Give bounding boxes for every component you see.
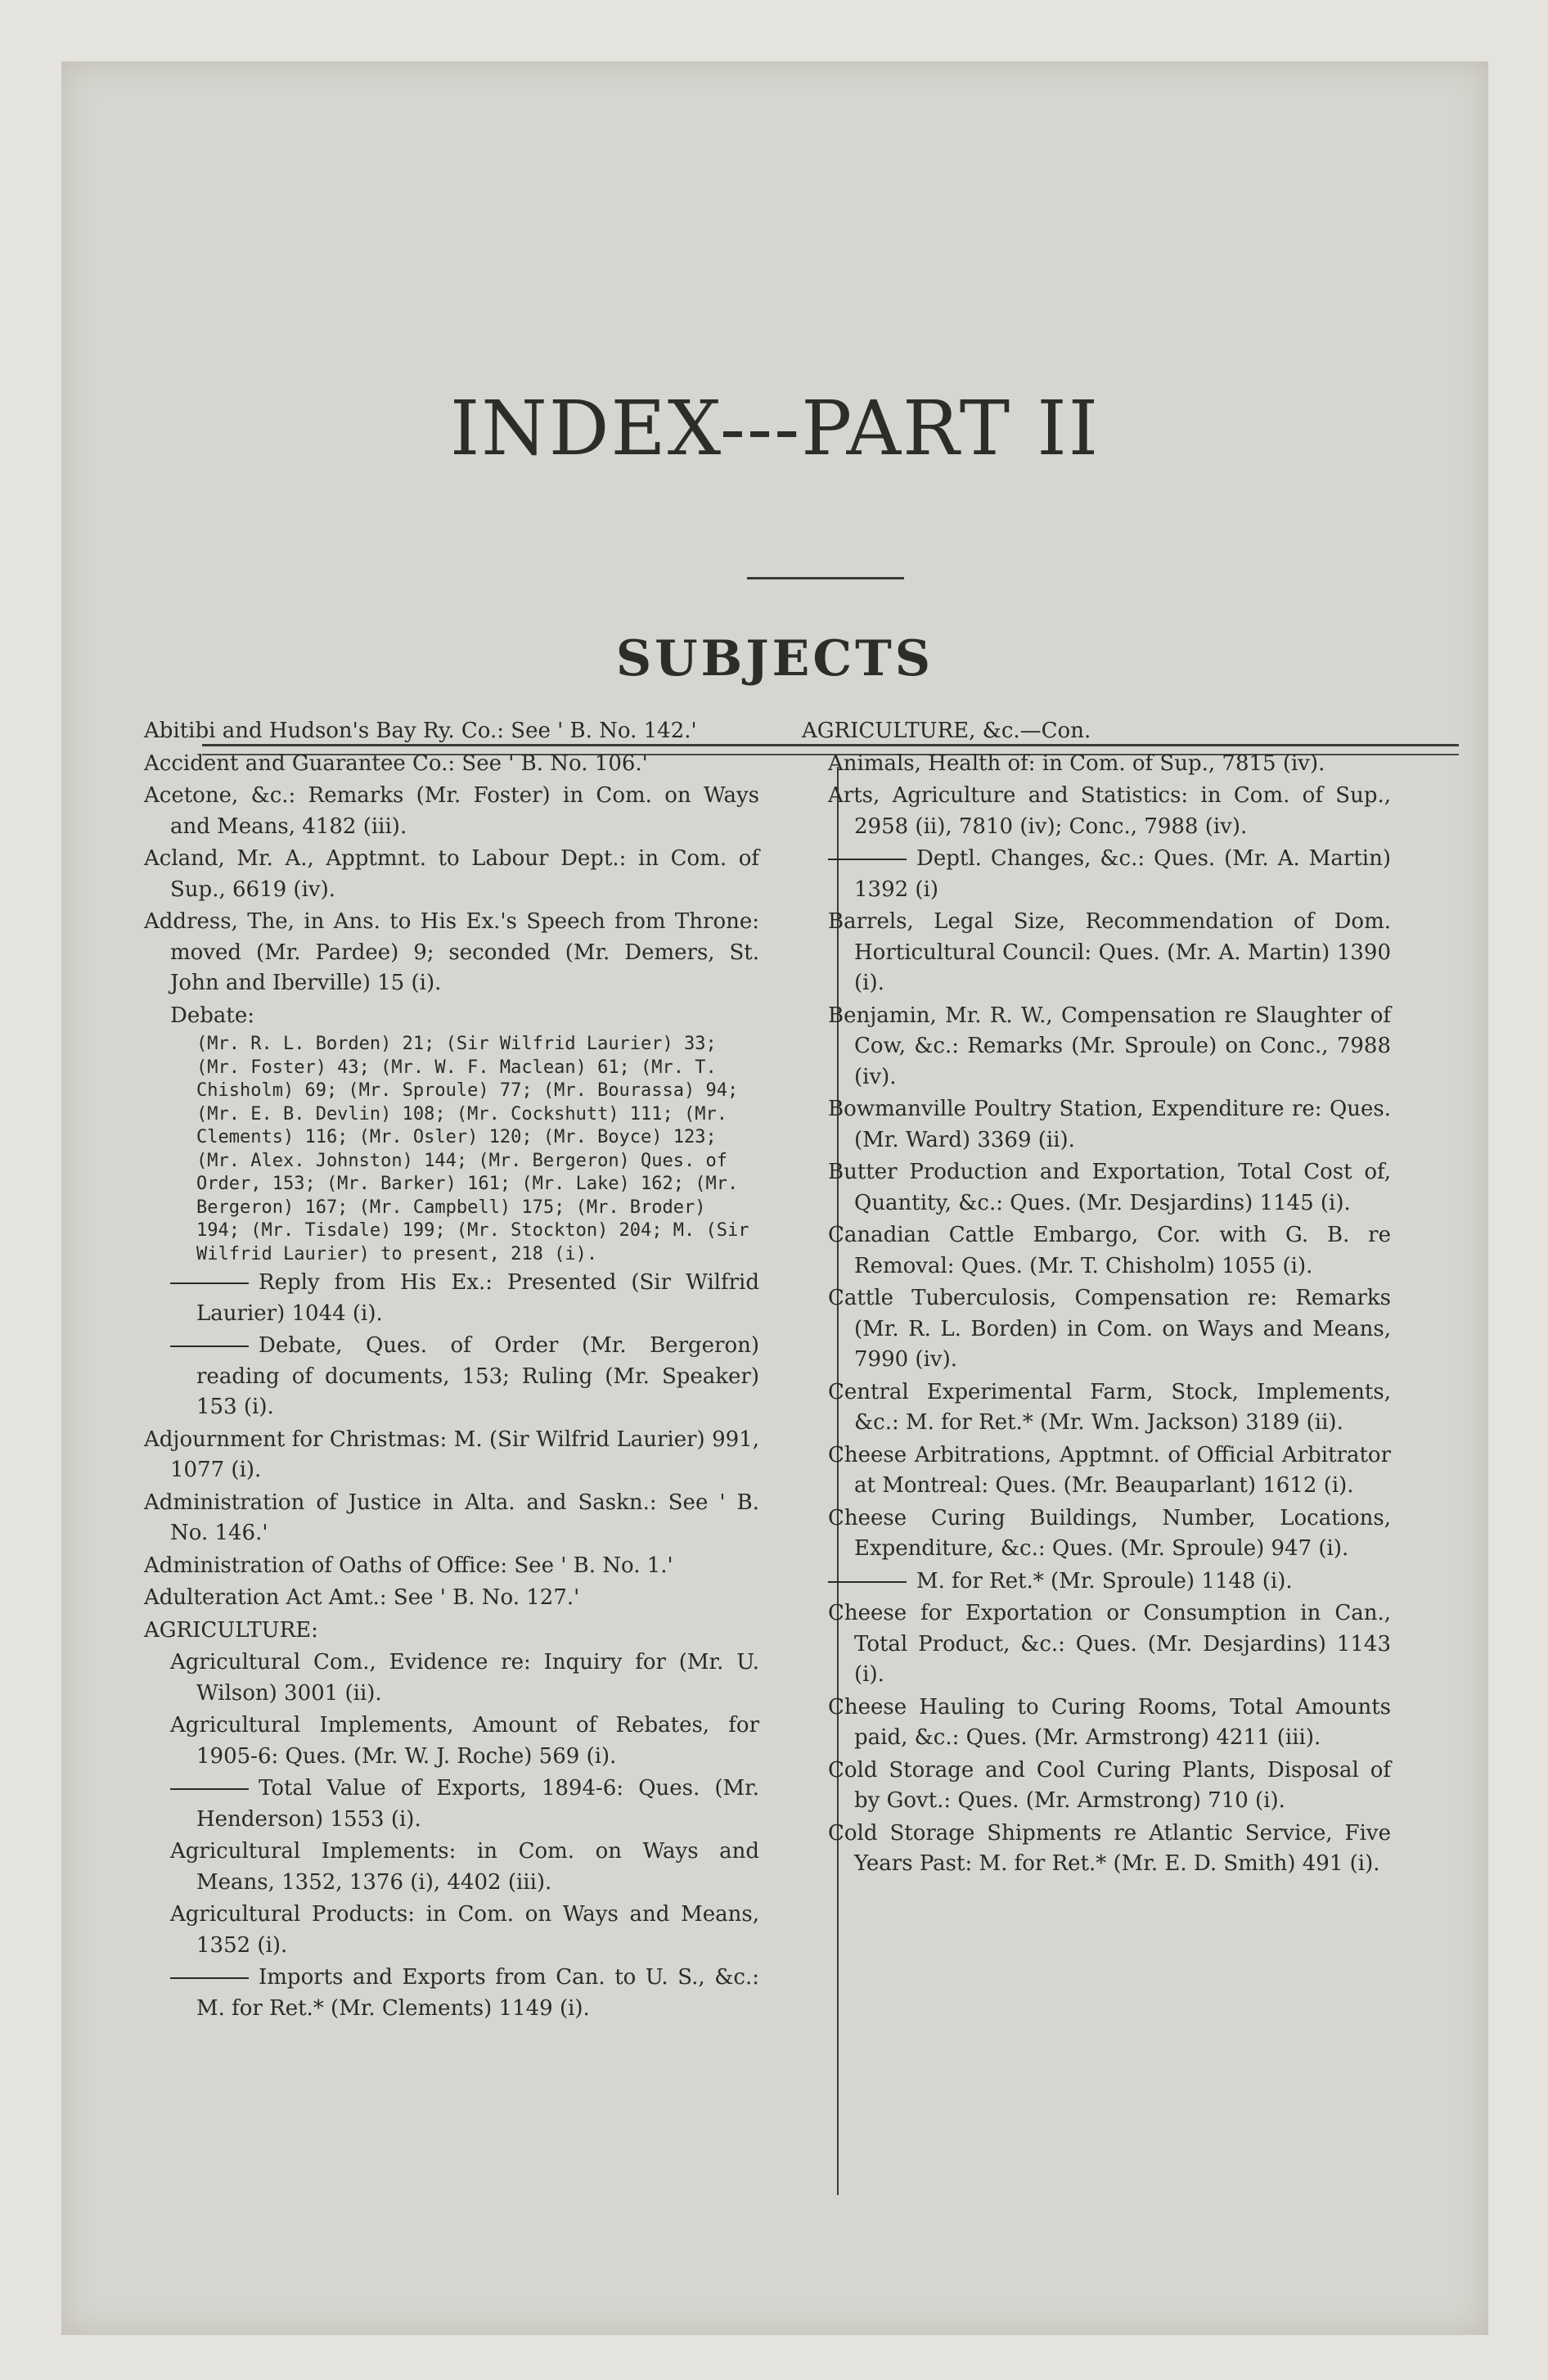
right-column bbox=[802, 716, 1391, 1882]
title-rule bbox=[747, 577, 904, 579]
ditto-dash bbox=[170, 1346, 249, 1347]
index-subentry: Cheese for Exportation or Consumption in Can., Total Product, &c.: Ques. (Mr. Desjardins) 1143 (i). bbox=[828, 1601, 1391, 1687]
ditto-dash bbox=[170, 1788, 249, 1790]
page-title: INDEX---PART II bbox=[449, 385, 1100, 472]
ditto-dash bbox=[170, 1282, 249, 1284]
index-entry: Address, The, in Ans. to His Ex.'s Speech from Throne: moved (Mr. Pardee) 9; seconded (Mr. Demers, St. John and Iberville) 15 (i). bbox=[144, 909, 759, 995]
index-subentry: Cattle Tuberculosis, Compensation re: Remarks (Mr. R. L. Borden) in Com. on Ways and Means, 7990 (iv). bbox=[828, 1286, 1391, 1372]
subsection-heading: Debate: bbox=[170, 1003, 254, 1028]
index-subentry: Cheese Arbitrations, Apptmnt. of Official Arbitrator at Montreal: Ques. (Mr. Beauparlant) 1612 (i). bbox=[828, 1442, 1391, 1498]
index-subentry: Agricultural Products: in Com. on Ways and Means, 1352 (i). bbox=[170, 1902, 759, 1958]
index-entry: Acetone, &c.: Remarks (Mr. Foster) in Com. on Ways and Means, 4182 (iii). bbox=[144, 783, 759, 839]
index-subentry: Agricultural Implements: in Com. on Ways and Means, 1352, 1376 (i), 4402 (iii). bbox=[170, 1839, 759, 1895]
debate-list: (Mr. R. L. Borden) 21; (Sir Wilfrid Laurier) 33; (Mr. Foster) 43; (Mr. W. F. Maclean) 61; (Mr. T. Chisholm) 69; (Mr. Sproule) 77; (Mr. Bourassa) 94; (Mr. E. B. Devlin) 108; (Mr. Cockshutt) 111; (Mr. Clements) 116; (Mr. Osler) 120; (Mr. Boyce) 123; (Mr. Alex. Johnston) 144; (Mr. Bergeron) Ques. of Order, 153; (Mr. Barker) 161; (Mr. Lake) 162; (Mr. Bergeron) 167; (Mr. Campbell) 175; (Mr. Broder) 194; (Mr. Tisdale) 199; (Mr. Stockton) 204; M. (Sir Wilfrid Laurier) to present, 218 (i). bbox=[196, 1034, 749, 1264]
entry-text: Deptl. Changes, &c.: Ques. (Mr. A. Martin) 1392 (i) bbox=[854, 846, 1391, 902]
index-subentry: Bowmanville Poultry Station, Expenditure re: Ques. (Mr. Ward) 3369 (ii). bbox=[828, 1097, 1391, 1152]
index-subentry: Arts, Agriculture and Statistics: in Com. of Sup., 2958 (ii), 7810 (iv); Conc., 7988 (iv). bbox=[828, 783, 1391, 839]
index-subentry: Cheese Hauling to Curing Rooms, Total Amounts paid, &c.: Ques. (Mr. Armstrong) 4211 (iii). bbox=[828, 1694, 1391, 1750]
entry-text: M. for Ret.* (Mr. Sproule) 1148 (i). bbox=[916, 1568, 1293, 1593]
index-subentry: Cheese Curing Buildings, Number, Locations, Expenditure, &c.: Ques. (Mr. Sproule) 947 (i). bbox=[828, 1505, 1391, 1561]
ditto-dash bbox=[170, 1977, 249, 1979]
section-heading: AGRICULTURE: bbox=[144, 1617, 318, 1643]
index-subentry: Canadian Cattle Embargo, Cor. with G. B. re Removal: Ques. (Mr. T. Chisholm) 1055 (i). bbox=[828, 1223, 1391, 1278]
index-entry: Adjournment for Christmas: M. (Sir Wilfrid Laurier) 991, 1077 (i). bbox=[144, 1427, 759, 1482]
ditto-dash bbox=[828, 1581, 907, 1583]
index-entry: Acland, Mr. A., Apptmnt. to Labour Dept.: in Com. of Sup., 6619 (iv). bbox=[144, 846, 759, 902]
index-entry: Accident and Guarantee Co.: See ' B. No. 106.' bbox=[144, 751, 648, 776]
index-subentry: Central Experimental Farm, Stock, Implements, &c.: M. for Ret.* (Mr. Wm. Jackson) 3189 (ii). bbox=[828, 1379, 1391, 1435]
index-subentry: Barrels, Legal Size, Recommendation of Dom. Horticultural Council: Ques. (Mr. A. Martin) 1390 (i). bbox=[828, 909, 1391, 995]
ditto-dash bbox=[828, 859, 907, 860]
entry-text: Reply from His Ex.: Presented (Sir Wilfrid Laurier) 1044 (i). bbox=[196, 1270, 759, 1326]
index-subentry-continued bbox=[170, 1331, 759, 1423]
index-entry: Administration of Oaths of Office: See ' B. No. 1.' bbox=[144, 1553, 673, 1578]
left-column bbox=[144, 716, 759, 2026]
page-subtitle: SUBJECTS bbox=[615, 630, 934, 687]
index-subentry-continued bbox=[170, 1268, 759, 1329]
index-subentry: Cold Storage Shipments re Atlantic Service, Five Years Past: M. for Ret.* (Mr. E. D. Smith) 491 (i). bbox=[828, 1820, 1391, 1876]
index-subentry-continued bbox=[828, 844, 1391, 905]
entry-text: Debate, Ques. of Order (Mr. Bergeron) reading of documents, 153; Ruling (Mr. Speaker) 153 (i). bbox=[196, 1333, 759, 1419]
index-subentry: Benjamin, Mr. R. W., Compensation re Slaughter of Cow, &c.: Remarks (Mr. Sproule) on Conc., 7988 (iv). bbox=[828, 1003, 1391, 1089]
index-subentry: Animals, Health of: in Com. of Sup., 7815 (iv). bbox=[828, 751, 1325, 776]
index-subentry-continued bbox=[170, 1963, 759, 2024]
section-heading: AGRICULTURE, &c.—Con. bbox=[802, 719, 1091, 743]
index-subentry-continued bbox=[170, 1774, 759, 1835]
index-subentry: Agricultural Implements, Amount of Rebates, for 1905-6: Ques. (Mr. W. J. Roche) 569 (i). bbox=[170, 1713, 759, 1769]
index-subentry: Cold Storage and Cool Curing Plants, Disposal of by Govt.: Ques. (Mr. Armstrong) 710 (i). bbox=[828, 1757, 1391, 1813]
entry-text: Total Value of Exports, 1894-6: Ques. (Mr. Henderson) 1553 (i). bbox=[196, 1776, 759, 1832]
index-entry: Abitibi and Hudson's Bay Ry. Co.: See ' B. No. 142.' bbox=[144, 719, 697, 743]
index-subentry-continued bbox=[828, 1566, 1391, 1598]
index-entry: Administration of Justice in Alta. and Saskn.: See ' B. No. 146.' bbox=[144, 1490, 759, 1545]
index-subentry: Agricultural Com., Evidence re: Inquiry for (Mr. U. Wilson) 3001 (ii). bbox=[170, 1650, 759, 1706]
entry-text: Imports and Exports from Can. to U. S., &c.: M. for Ret.* (Mr. Clements) 1149 (i). bbox=[196, 1965, 759, 2021]
index-subentry: Butter Production and Exportation, Total Cost of, Quantity, &c.: Ques. (Mr. Desjardins) 1145 (i). bbox=[828, 1160, 1391, 1215]
index-entry: Adulteration Act Amt.: See ' B. No. 127.' bbox=[144, 1585, 580, 1610]
